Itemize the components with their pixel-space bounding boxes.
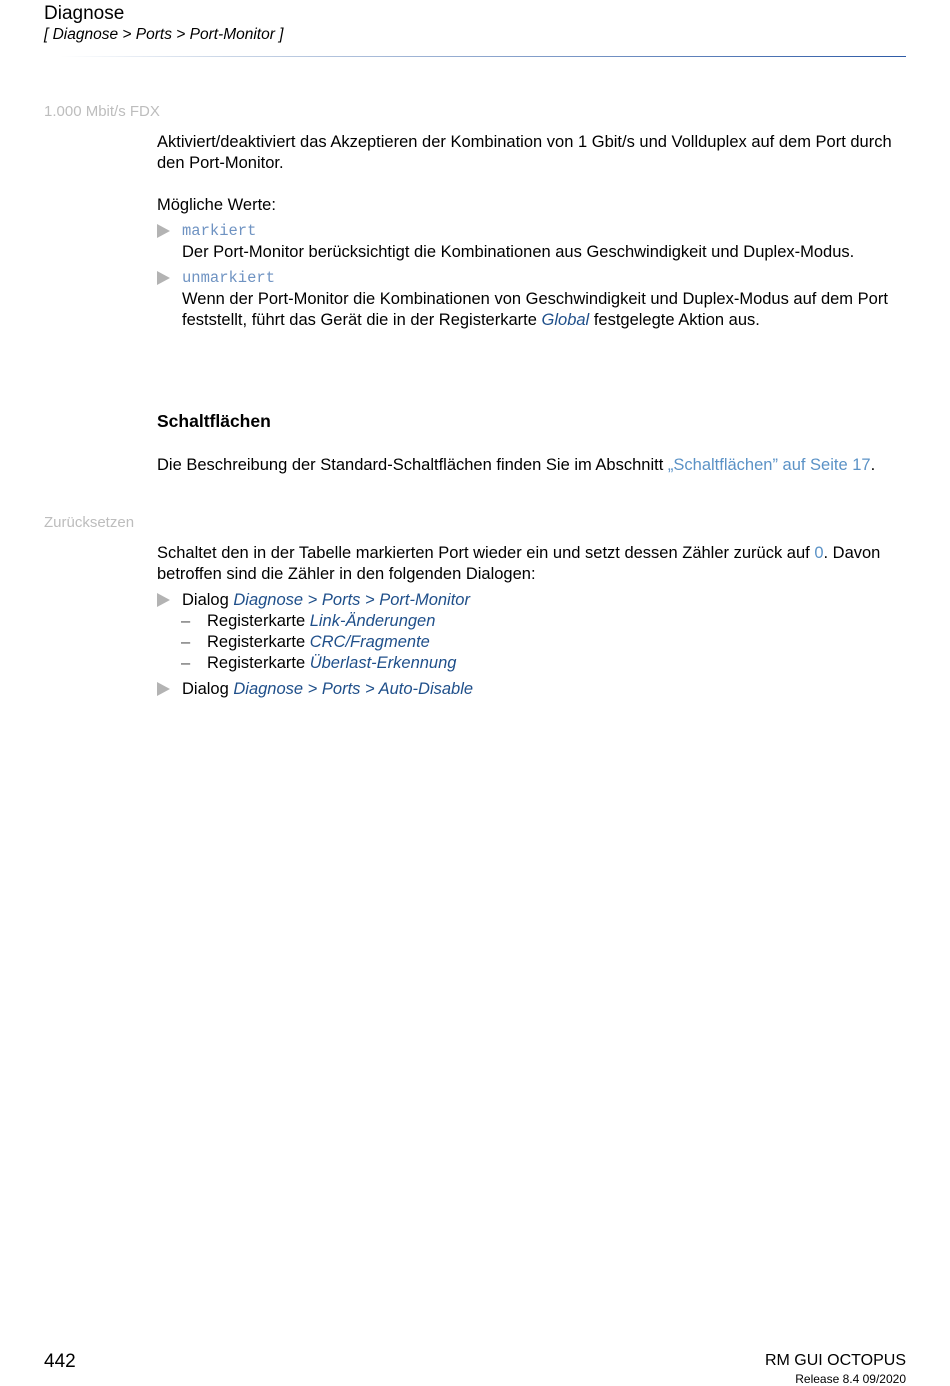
section-heading-buttons: Schaltflächen bbox=[157, 411, 271, 431]
link-tab-crc-fragmente[interactable]: CRC/Fragmente bbox=[309, 633, 430, 651]
dialog-list-item-1: Dialog Diagnose > Ports > Port-Monitor – Registerkarte Link-Änderungen – Registerkarte CRC/Fragmente – Registerkarte Überlast-Erkennung bbox=[157, 590, 909, 674]
values-intro: Mögliche Werte: bbox=[157, 196, 276, 214]
option-text: Der Port-Monitor berücksichtigt die Kombinationen aus Geschwindigkeit und Duplex-Modus. bbox=[182, 243, 855, 261]
fdx-description: Aktiviert/deaktiviert das Akzeptieren der Kombination von 1 Gbit/s und Vollduplex auf dem Port durch den Port-Monitor. bbox=[157, 133, 892, 172]
link-tab-ueberlast-erkennung[interactable]: Überlast-Erkennung bbox=[309, 654, 457, 672]
tab-item: – Registerkarte CRC/Fragmente bbox=[181, 633, 430, 651]
bullet-triangle-icon bbox=[157, 224, 170, 238]
option-value: unmarkiert bbox=[182, 269, 276, 287]
footer-release: Release 8.4 09/2020 bbox=[795, 1372, 906, 1386]
option-value: markiert bbox=[182, 222, 257, 240]
param-label-reset: Zurücksetzen bbox=[44, 514, 135, 531]
link-tab-link-aenderungen[interactable]: Link-Änderungen bbox=[309, 612, 436, 630]
buttons-description: Die Beschreibung der Standard-Schaltflächen finden Sie im Abschnitt „Schaltflächen” auf Seite 17. bbox=[157, 456, 876, 474]
page-number: 442 bbox=[44, 1351, 76, 1372]
link-dialog-auto-disable[interactable]: Diagnose > Ports > Auto-Disable bbox=[233, 680, 474, 698]
xref-link-buttons[interactable]: „Schaltflächen” auf Seite 17 bbox=[667, 456, 871, 474]
dialog-list-item-2: Dialog Diagnose > Ports > Auto-Disable bbox=[157, 679, 909, 700]
tab-item: – Registerkarte Link-Änderungen bbox=[181, 612, 436, 630]
link-dialog-port-monitor[interactable]: Diagnose > Ports > Port-Monitor bbox=[233, 591, 470, 609]
bullet-triangle-icon bbox=[157, 593, 170, 607]
header-divider bbox=[60, 56, 906, 57]
bullet-triangle-icon bbox=[157, 271, 170, 285]
chapter-title: Diagnose bbox=[44, 3, 125, 24]
breadcrumb: [ Diagnose > Ports > Port-Monitor ] bbox=[44, 26, 284, 43]
bullet-triangle-icon bbox=[157, 682, 170, 696]
option-unmarkiert bbox=[157, 268, 909, 331]
param-label-fdx: 1.000 Mbit/s FDX bbox=[44, 103, 160, 120]
tab-item: – Registerkarte Überlast-Erkennung bbox=[181, 654, 457, 672]
footer-doc-title: RM GUI OCTOPUS bbox=[764, 1352, 906, 1369]
option-markiert bbox=[157, 221, 909, 263]
reset-description: Schaltet den in der Tabelle markierten Port wieder ein und setzt dessen Zähler zurück auf 0. Davon betroffen sind die Zähler in den folgenden Dialogen: bbox=[157, 544, 881, 583]
option-text: Wenn der Port-Monitor die Kombinationen von Geschwindigkeit und Duplex-Modus auf dem Port feststellt, führt das Gerät die in der Registerkarte Global festgelegte Aktion aus. bbox=[182, 290, 888, 329]
value-zero: 0 bbox=[814, 544, 824, 562]
link-global[interactable]: Global bbox=[541, 311, 590, 329]
